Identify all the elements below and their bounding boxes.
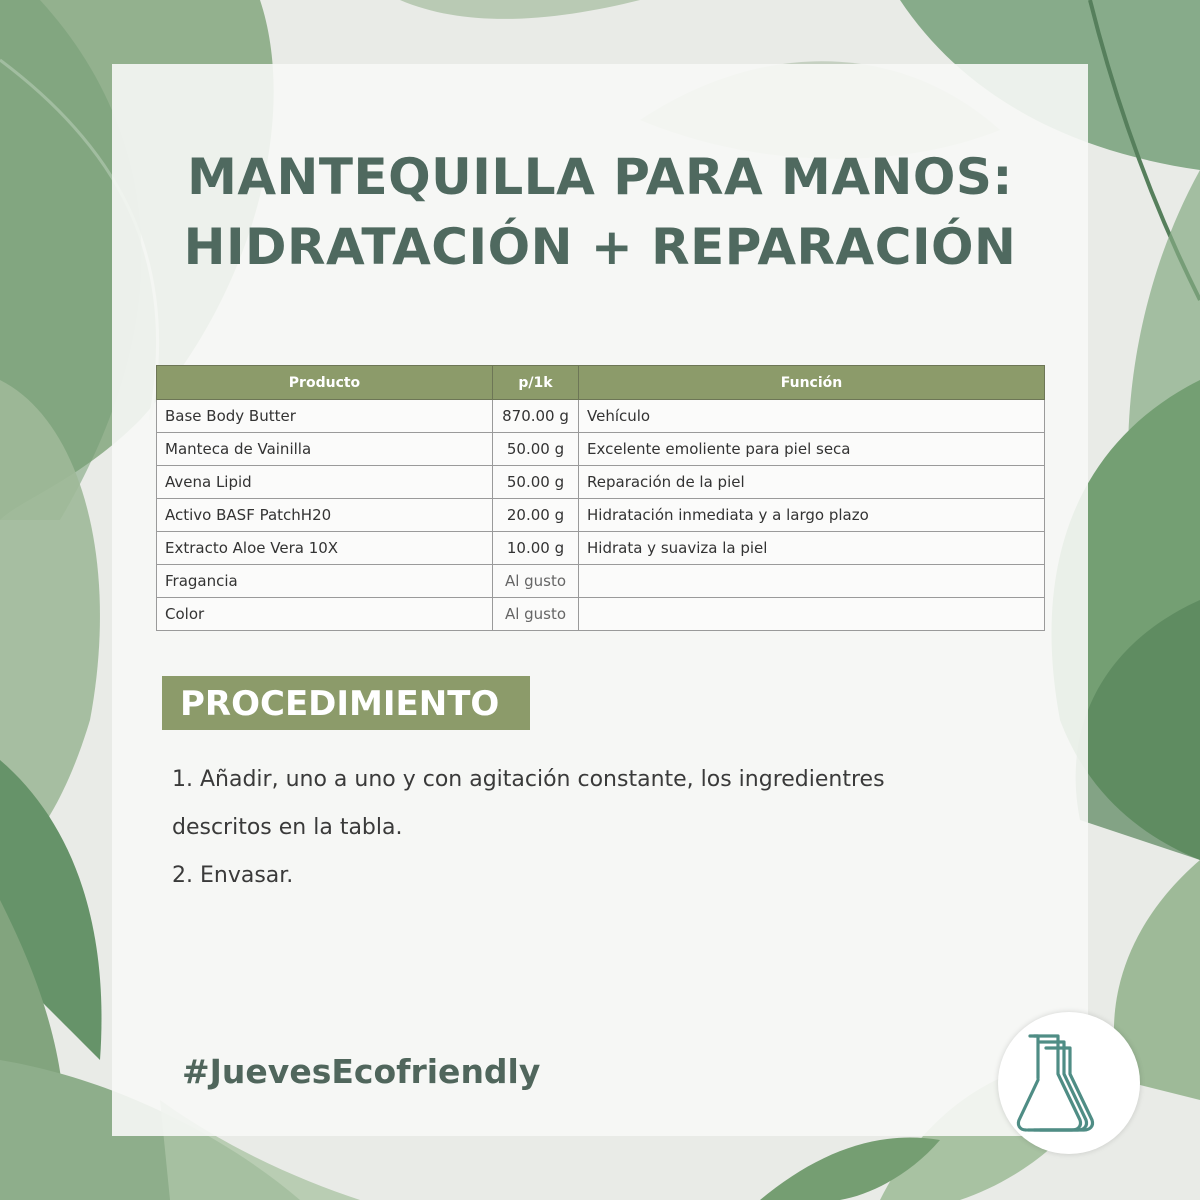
cell-producto: Base Body Butter xyxy=(157,400,493,433)
page-title xyxy=(112,142,1088,282)
table-row xyxy=(157,565,1045,598)
step-2: 2. Envasar. xyxy=(172,863,294,888)
table-header-row xyxy=(157,366,1045,400)
cell-funcion: Excelente emoliente para piel seca xyxy=(579,433,1045,466)
cell-producto: Fragancia xyxy=(157,565,493,598)
cell-producto: Activo BASF PatchH20 xyxy=(157,499,493,532)
procedure-heading-box xyxy=(162,676,530,730)
cell-funcion xyxy=(579,598,1045,631)
cell-producto: Avena Lipid xyxy=(157,466,493,499)
cell-cantidad: 50.00 g xyxy=(493,433,579,466)
cell-producto: Color xyxy=(157,598,493,631)
table-row xyxy=(157,499,1045,532)
table-row xyxy=(157,400,1045,433)
column-header-producto: Producto xyxy=(157,366,493,400)
cell-funcion: Hidrata y suaviza la piel xyxy=(579,532,1045,565)
cell-producto: Manteca de Vainilla xyxy=(157,433,493,466)
column-header-funcion: Función xyxy=(579,366,1045,400)
cell-cantidad: 50.00 g xyxy=(493,466,579,499)
cell-funcion: Reparación de la piel xyxy=(579,466,1045,499)
hashtag: #JuevesEcofriendly xyxy=(182,1052,541,1091)
step-1-line-2: descritos en la tabla. xyxy=(172,815,403,840)
column-header-cantidad: p/1k xyxy=(493,366,579,400)
table-row xyxy=(157,433,1045,466)
flask-logo-icon xyxy=(998,1012,1140,1154)
table-row xyxy=(157,532,1045,565)
title-line-1: MANTEQUILLA PARA MANOS: xyxy=(187,148,1013,206)
step-1-line-1: 1. Añadir, uno a uno y con agitación constante, los ingredientres xyxy=(172,767,885,792)
table-row xyxy=(157,466,1045,499)
procedure-heading: PROCEDIMIENTO xyxy=(180,684,500,724)
cell-funcion: Vehículo xyxy=(579,400,1045,433)
procedure-steps xyxy=(172,756,1032,900)
cell-cantidad: 10.00 g xyxy=(493,532,579,565)
cell-cantidad: Al gusto xyxy=(493,598,579,631)
ingredients-table xyxy=(156,365,1045,631)
title-line-2: HIDRATACIÓN + REPARACIÓN xyxy=(183,218,1017,276)
brand-logo xyxy=(998,1012,1140,1154)
cell-funcion: Hidratación inmediata y a largo plazo xyxy=(579,499,1045,532)
cell-cantidad: 20.00 g xyxy=(493,499,579,532)
cell-cantidad: Al gusto xyxy=(493,565,579,598)
table-row xyxy=(157,598,1045,631)
cell-cantidad: 870.00 g xyxy=(493,400,579,433)
cell-producto: Extracto Aloe Vera 10X xyxy=(157,532,493,565)
cell-funcion xyxy=(579,565,1045,598)
